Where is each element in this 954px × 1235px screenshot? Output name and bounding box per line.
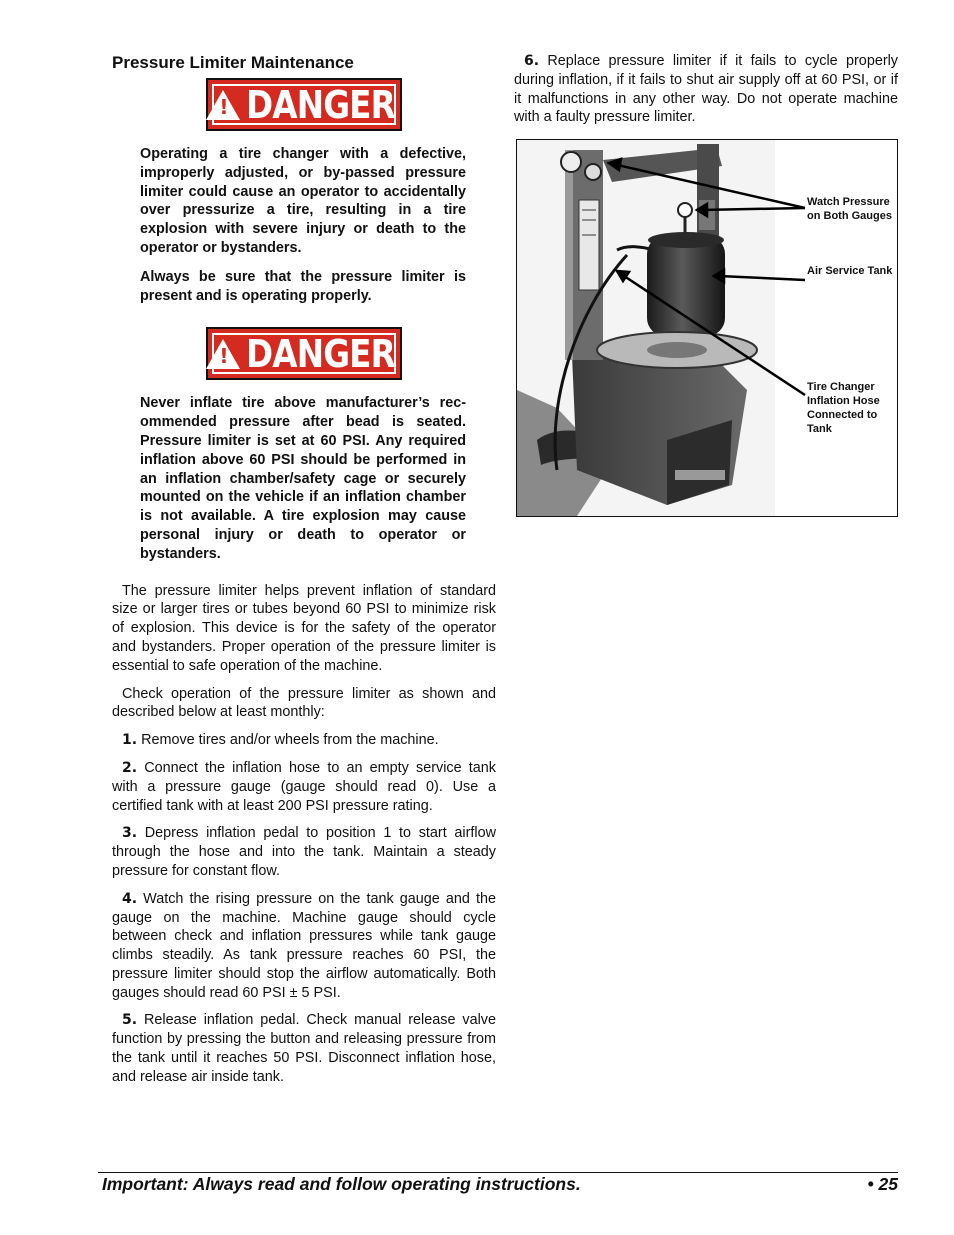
intro-paragraph: Check operation of the pressure limiter as shown and described below at least monthly:	[112, 685, 496, 721]
danger-warning-2	[140, 394, 466, 563]
tire-changer-figure	[516, 139, 898, 517]
warning-paragraph: Always be sure that the pressure limiter is present and is operating properly.	[140, 268, 466, 304]
right-column	[514, 52, 898, 136]
step-2: 2. Connect the inflation hose to an empty service tank with a pressure gauge (gauge should read 0). Use a certified tank with at least 200 PSI pressure rating.	[112, 759, 496, 814]
step-5: 5. Release inflation pedal. Check manual release valve function by pressing the button and releasing pressure from the tank until it reaches 50 PSI. Disconnect inflation hose, and release air inside tank.	[112, 1012, 496, 1085]
page-number: • 25	[867, 1174, 898, 1194]
step-3: 3. Depress inflation pedal to position 1 to start airflow through the hose and into the tank. Maintain a steady pressure for constant flow.	[112, 825, 497, 879]
left-column	[112, 52, 496, 1096]
danger-label: DANGER	[246, 331, 396, 376]
warning-paragraph: Operating a tire changer with a defective, improperly adjusted, or by-passed pressure limiter could cause an operator to accidentally over pressurize a tire, resulting in a tire explosion with severe injury or death to the operator or bystanders.	[140, 146, 466, 256]
footer-note: Important: Always read and follow operating instructions.	[102, 1174, 581, 1194]
step-1: 1. Remove tires and/or wheels from the machine.	[122, 732, 439, 749]
danger-warning-1	[140, 145, 466, 305]
warning-paragraph: Never inflate tire above manufacturer’s recommended pressure after bead is seated. Pressure limiter is set at 60 PSI. Any required inflation above 60 PSI should be performed in an inflation chamber/safety cage or securely mounted on the vehicle if an inflation chamber is not available. A tire explosion may cause personal injury or death to operator or bystanders.	[140, 395, 466, 562]
step-6: 6. Replace pressure limiter if it fails to cycle properly during inflation, if it fails to shut air supply off at 60 PSI, or if it malfunctions in any other way. Do not operate machine with a faulty pressure limiter.	[514, 53, 899, 126]
step-4: 4. Watch the rising pressure on the tank gauge and the gauge on the machine. Machine gauge should cycle between check and inflation pressures while tank gauge climbs steadily. As tank pressure reaches 60 PSI, the pressure limiter should stop the airflow automatically. Both gauges should read 60 PSI ± 5 PSI.	[112, 890, 497, 1001]
section-title: Pressure Limiter Maintenance	[112, 53, 354, 72]
callout-tank: Air Service Tank	[807, 265, 893, 277]
danger-sign	[206, 78, 402, 131]
danger-sign	[206, 327, 402, 380]
callout-hose: Tire Changer Inflation Hose Connected to Tank	[807, 381, 880, 435]
intro-paragraph: The pressure limiter helps prevent inflation of standard size or larger tires or tubes beyond 60 PSI to minimize risk of explosion. This device is for the safety of the operator and bystanders. Proper operation of the pressure limiter is essential to safe operation of the machine.	[112, 582, 496, 674]
danger-label: DANGER	[246, 82, 396, 127]
callout-gauges: Watch Pressure on Both Gauges	[807, 196, 892, 222]
warning-triangle-icon: !	[206, 90, 240, 120]
warning-triangle-icon: !	[206, 339, 240, 369]
